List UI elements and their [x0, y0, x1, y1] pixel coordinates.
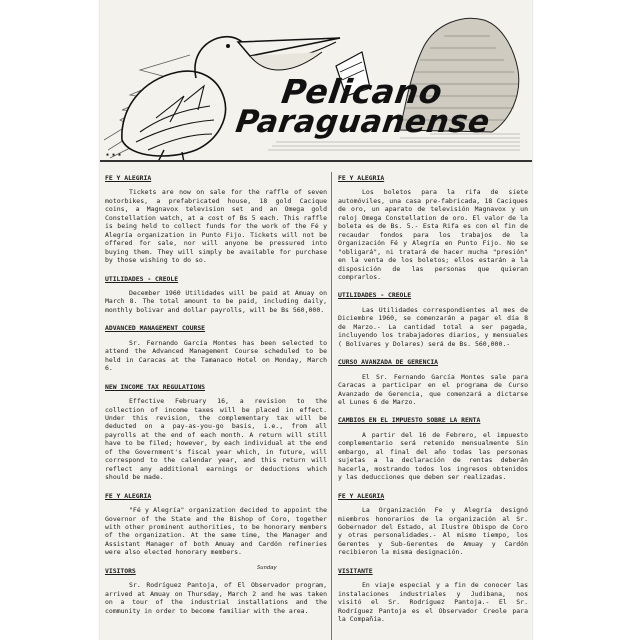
article-paragraph: "Fé y Alegría" organization decided to appoint the Governor of the State and the Bishop of Coro, together with other prominent authorities, to be honorary members of the organization. At the same time, the Manager and Assistant Manager of both Amuay and Cardón refineries were also elected honorary members. [105, 506, 327, 557]
articulo-utilidades [338, 291, 528, 348]
article-management-course [105, 324, 327, 372]
article-paragraph: La Organización Fe y Alegría designó miembros honorarios de la organización al Sr. Gobernador del Estado, al Ilustre Obispo de Coro y otras personalidades.- Al mismo tiempo, los Gerentes y Sub-Gerentes de Amuay y Cardón recibieron la misma designación. [338, 506, 528, 557]
article-heading: NEW INCOME TAX REGULATIONS [105, 382, 206, 391]
article-heading: VISITANTE [338, 566, 373, 575]
masthead-title-line1: Pelicano [279, 72, 446, 111]
article-paragraph: Las Utilidades correspondientes al mes de Diciembre 1960, se comenzarán a pagar el día 8 de Marzo.- La cantidad total a ser pagada, incluyendo los trabajadores diarios, y mensuales ( Bolívares y Dolares) será de Bs. 560,000.- [338, 305, 528, 348]
articulo-visitante [338, 567, 528, 624]
article-fe-y-alegria-honorary [105, 492, 327, 557]
spanish-column [338, 174, 528, 640]
article-paragraph: Sr. Rodríguez Pantoja, of El Observador program, arrived at Amuay on Thursday, March 2 and he was taken on a tour of the industrial installations and the community in order to become familiar with the area. [105, 581, 327, 615]
article-fe-y-alegria-raffle [105, 174, 327, 265]
svg-text:▪ ▪ ▪: ▪ ▪ ▪ [106, 152, 122, 158]
article-heading: FE Y ALEGRIA [338, 491, 385, 500]
article-income-tax [105, 383, 327, 482]
article-heading: FE Y ALEGRIA [105, 491, 152, 500]
article-paragraph: December 1960 Utilidades will be paid at Amuay on March 8. The total amount to be paid, including daily, monthly bolivar and dollar payrolls, will be Bs 560,000. [105, 288, 327, 314]
handwritten-annotation: Sunday [257, 564, 277, 571]
masthead [100, 0, 532, 166]
article-heading: UTILIDADES - CREOLE [105, 274, 179, 283]
articulo-impuesto-renta [338, 416, 528, 481]
article-paragraph: Tickets are now on sale for the raffle of seven motorbikes, a prefabricated house, 18 gold Cacique coins, a Magnavox television set and an Omega gold Constellation watch, at a cost of Bs 5 each. This raffle is being held to collect funds for the work of the Fé y Alegría organization in Punto Fijo. Tickets will not be offered for sale, nor will anyone be pressured into buying them. They will simply be available for purchase by those wishing to do so. [105, 188, 327, 265]
article-visitors [105, 564, 327, 615]
article-paragraph: Effective February 16, a revision to the collection of income taxes will be placed in effect. Under this revision, the complementary tax will be deducted on a pay-as-you-go basis, i.e., from all payrolls at the end of each month. A return will still have to be filed; however, by each individual at the end of the Government's fiscal year which, in future, will correspond to the calendar year, and this return will reflect any additional earnings or deductions which should be made. [105, 397, 327, 482]
article-heading: UTILIDADES - CREOLE [338, 291, 412, 300]
column-divider [331, 172, 332, 640]
article-utilidades [105, 275, 327, 315]
article-heading: FE Y ALEGRIA [105, 174, 152, 182]
article-heading: ADVANCED MANAGEMENT COURSE [105, 324, 206, 333]
article-heading: FE Y ALEGRIA [338, 174, 385, 182]
newsletter-page [100, 0, 532, 640]
masthead-rule [100, 160, 532, 162]
articulo-fe-y-alegria-honorarios [338, 492, 528, 557]
english-column [105, 174, 327, 640]
article-paragraph: Los boletos para la rifa de siete automóviles, una casa pre-fabricada, 18 Caciques de oro, un aparato de televisión Magnavox y un reloj Omega Constellation de oro. El valor de la boleta es de Bs. 5.- Esta Rifa es con el fin de recaudar fondos para los trabajos de la Organización Fé y Alegría en Punto Fijo. No se "obligará", ni tratará de hacer mucha "presión" en la venta de los boletos; ellos estarán a la disposición de las personas que quieran comprarlos. [338, 188, 528, 281]
article-heading: CURSO AVANZADA DE GERENCIA [338, 358, 439, 367]
article-paragraph: En viaje especial y a fin de conocer las instalaciones industriales y Judibana, nos visitó el Sr. Rodríguez Pantoja.- El Sr. Rodríguez Pantoja es el Observador Creole para la Compañía. [338, 581, 528, 624]
article-heading: VISITORS [105, 566, 136, 575]
article-heading: CAMBIOS EN EL IMPUESTO SOBRE LA RENTA [338, 416, 481, 425]
article-paragraph: El Sr. Fernando García Montes sale para Caracas a participar en el programa de Curso Avanzado de Gerencia, que comenzará a dictarse el Lunes 6 de Marzo. [338, 372, 528, 406]
masthead-title-line2: Paraguanense [233, 104, 493, 140]
article-paragraph: Sr. Fernando García Montes has been selected to attend the Advanced Management Course scheduled to be held in Caracas at the Tamanaco Hotel on Monday, March 6. [105, 338, 327, 373]
articulo-curso-gerencia [338, 358, 528, 406]
articulo-fe-y-alegria-rifa [338, 174, 528, 281]
article-paragraph: A partir del 16 de Febrero, el impuesto complementario será retenido mensualmente Sin embargo, al final del año todas las personas sujetas a la declaración de rentas deberán hacerla, mostrando todos los ingresos obtenidos y las deducciones que deben ser realizadas. [338, 430, 528, 482]
